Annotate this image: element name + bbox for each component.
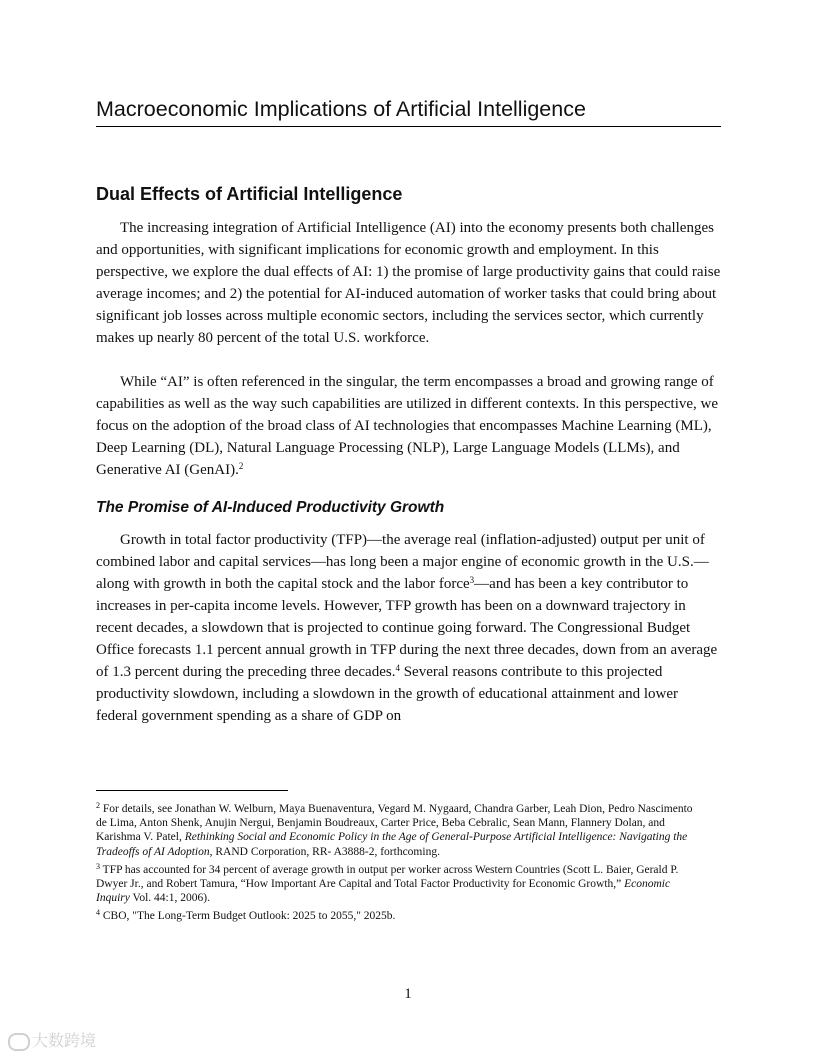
footnote-number: 3	[96, 861, 100, 871]
footnote-2	[96, 802, 696, 859]
footnote-number: 2	[96, 801, 100, 810]
section-heading: Dual Effects of Artificial Intelligence	[96, 184, 403, 204]
paragraph-ai-definition	[96, 371, 721, 481]
footnote-text: CBO, "The Long-Term Budget Outlook: 2025 to 2055," 2025b.	[102, 910, 396, 923]
paragraph-text: Growth in total factor productivity (TFP)—the average real (inflation-adjusted) output per unit of combined labor and capital services—has long been a major engine of economic growth in the U.S.—along with growth in both the capital stock and the labor force	[96, 532, 709, 592]
paragraph-text: While “AI” is often referenced in the singular, the term encompasses a broad and growing range of capabilities as well as the way such capabilities are utilized in different contexts. In this perspective, we focus on the adoption of the broad class of AI technologies that encompasses Machine Learning (ML), Deep Learning (DL), Natural Language Processing (NLP), Large Language Models (LLMs), and Generative AI (GenAI).	[96, 374, 719, 478]
footnote-ref-3[interactable]: 3	[469, 575, 475, 585]
watermark-logo-icon	[8, 1033, 30, 1051]
paragraph-text: Several reasons contribute to this projected productivity slowdown, including a slowdown in the growth of educational attainment and lower federal government spending as a share of GDP on	[96, 664, 678, 724]
watermark	[8, 1028, 96, 1051]
paragraph-text: —and has been a key contributor to increases in per-capita income levels. However, TFP growth has been on a downward trajectory in recent decades, a slowdown that is projected to continue going forward. The Congressional Budget Office forecasts 1.1 percent annual growth in TFP during the next three decades, down from an average of 1.3 percent during the preceding three decades.	[96, 576, 718, 680]
footnote-text: , RAND Corporation, RR- A3888-2, forthcoming.	[209, 845, 440, 858]
watermark-text: 大数跨境	[32, 1031, 97, 1050]
footnote-3	[96, 863, 696, 906]
footnote-text: For details, see Jonathan W. Welburn, Maya Buenaventura, Vegard M. Nygaard, Chandra Garber, Leah Dion, Pedro Nascimento de Lima, Anton Shenk, Anujin Nergui, Benjamin Boudreaux, Carter Price, Beba Cebralic, Sean Mann, Flannery Dolan, and Karishma V. Patel,	[96, 803, 693, 844]
footnote-text: Vol. 44:1, 2006).	[129, 892, 210, 905]
page-title: Macroeconomic Implications of Artificial Intelligence	[96, 96, 721, 127]
footnote-number: 4	[96, 908, 100, 918]
page-number: 1	[404, 986, 412, 1002]
footnote-4	[96, 909, 696, 923]
subsection-heading: The Promise of AI-Induced Productivity Growth	[96, 499, 445, 516]
paragraph-intro: The increasing integration of Artificial Intelligence (AI) into the economy presents both challenges and opportunities, with significant implications for economic growth and employment. In this perspective, we explore the dual effects of AI: 1) the promise of large productivity gains that could raise average incomes; and 2) the potential for AI-induced automation of worker tasks that could bring about significant job losses across multiple economic sectors, including the services sector, which currently makes up nearly 80 percent of the total U.S. workforce.	[96, 220, 721, 346]
footnote-text: TFP has accounted for 34 percent of average growth in output per worker across Western Countries (Scott L. Baier, Gerald P. Dwyer Jr., and Robert Tamura, “How Important Are Capital and Total Factor Productivity for Economic Growth,”	[96, 863, 679, 891]
footnote-ref-4[interactable]: 4	[395, 663, 400, 673]
footnotes	[96, 802, 696, 928]
footnote-ref-2[interactable]: 2	[238, 461, 244, 471]
footnote-divider	[96, 790, 288, 791]
paragraph-productivity	[96, 529, 721, 727]
footnote-title: Rethinking Social and Economic Policy in the Age of General-Purpose Artificial Intelligence: Navigating the Tradeoffs of AI Adoption	[96, 831, 688, 858]
footnote-title: Economic Inquiry	[96, 878, 671, 905]
